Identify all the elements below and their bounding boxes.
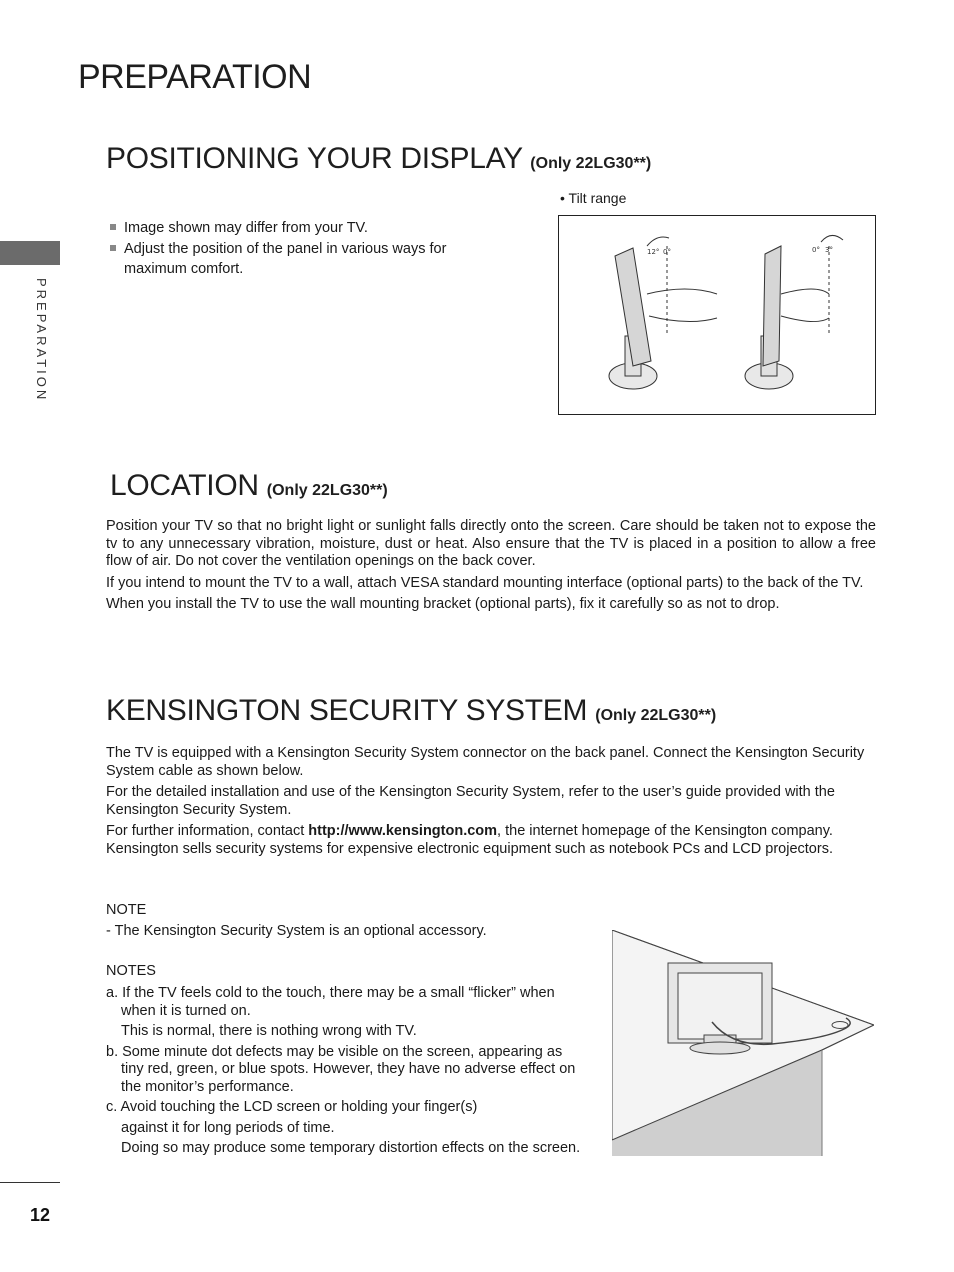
location-heading	[110, 469, 388, 503]
kensington-paragraph: The TV is equipped with a Kensington Security System connector on the back panel. Connect the Kensington Security System cable as shown below.	[106, 745, 865, 779]
notes-c-line: against it for long periods of time.	[121, 1119, 335, 1136]
note-item	[106, 923, 487, 941]
positioning-title: POSITIONING YOUR DISPLAY	[106, 142, 523, 175]
tilt-range-label: • Tilt range	[560, 190, 627, 206]
kensington-contact	[106, 823, 866, 858]
notes-b-line: tiny red, green, or blue spots. However, they have no adverse effect on	[121, 1061, 576, 1077]
tilt-range-figure	[558, 215, 876, 415]
tilt-illustration	[559, 216, 875, 414]
location-paragraph: Position your TV so that no bright light or sunlight falls directly onto the screen. Care should be taken not to expose the tv to any unnecessary vibration, moisture, dust or heat. Also ensure that the TV is placed in a position to allow a free flow of air. Do not cover the ventilation openings on the back cover.	[106, 518, 876, 569]
notes-heading: NOTES	[106, 963, 156, 979]
tilt-right-angle: 3°	[825, 246, 833, 254]
location-subtitle: (Only 22LG30**)	[266, 482, 388, 499]
location-title: LOCATION	[110, 469, 259, 502]
notes-c-line: c. Avoid touching the LCD screen or holding your finger(s)	[106, 1099, 478, 1115]
tilt-left-zero: 0°	[663, 248, 671, 256]
kensington-title: KENSINGTON SECURITY SYSTEM	[106, 694, 588, 727]
kensington-paragraph: For the detailed installation and use of the Kensington Security System, refer to the user’s guide provided with the Kensington Security System.	[106, 784, 835, 818]
location-body	[106, 518, 876, 618]
bullet-item: Image shown may differ from your TV.	[107, 218, 487, 239]
notes-b-line: the monitor’s performance.	[121, 1078, 294, 1095]
location-paragraph: When you install the TV to use the wall mounting bracket (optional parts), fix it carefully so as not to drop.	[106, 596, 780, 612]
contact-suffix: , the internet homepage of the Kensington company. Kensington sells security systems for expensive electronic equipment such as notebook PCs and LCD projectors.	[106, 823, 833, 857]
notes-a-line: when it is turned on.	[121, 1002, 251, 1019]
positioning-subtitle: (Only 22LG30**)	[530, 155, 652, 172]
notes-list	[106, 985, 611, 1158]
notes-a-line: This is normal, there is nothing wrong with TV.	[121, 1023, 417, 1039]
kensington-illustration	[612, 930, 874, 1156]
positioning-bullets	[107, 218, 487, 280]
notes-c-line: Doing so may produce some temporary distortion effects on the screen.	[121, 1140, 581, 1156]
kensington-subtitle: (Only 22LG30**)	[595, 707, 717, 724]
notes-b-line: b. Some minute dot defects may be visible on the screen, appearing as	[106, 1043, 563, 1060]
side-tab-marker	[0, 241, 60, 265]
note-heading: NOTE	[106, 902, 147, 918]
page-header: PREPARATION	[78, 58, 312, 96]
page-number: 12	[30, 1205, 51, 1225]
positioning-heading	[106, 142, 651, 176]
kensington-heading	[106, 694, 716, 728]
tilt-right-zero: 0°	[812, 246, 820, 254]
note-text: - The Kensington Security System is an optional accessory.	[106, 923, 487, 939]
side-section-label: PREPARATION	[34, 278, 49, 403]
location-paragraph: If you intend to mount the TV to a wall, attach VESA standard mounting interface (optional parts) to the back of the TV.	[106, 574, 864, 591]
footer-rule	[0, 1182, 60, 1183]
kensington-link[interactable]: http://www.kensington.com	[308, 823, 498, 839]
tilt-left-angle: 12°	[647, 248, 660, 256]
notes-a-line: a. If the TV feels cold to the touch, there may be a small “flicker” when	[106, 985, 555, 1001]
contact-prefix: For further information, contact	[106, 823, 309, 839]
bullet-item: Adjust the position of the panel in various ways for maximum comfort.	[107, 239, 487, 280]
kensington-body	[106, 745, 866, 862]
kensington-drawing	[612, 930, 874, 1156]
